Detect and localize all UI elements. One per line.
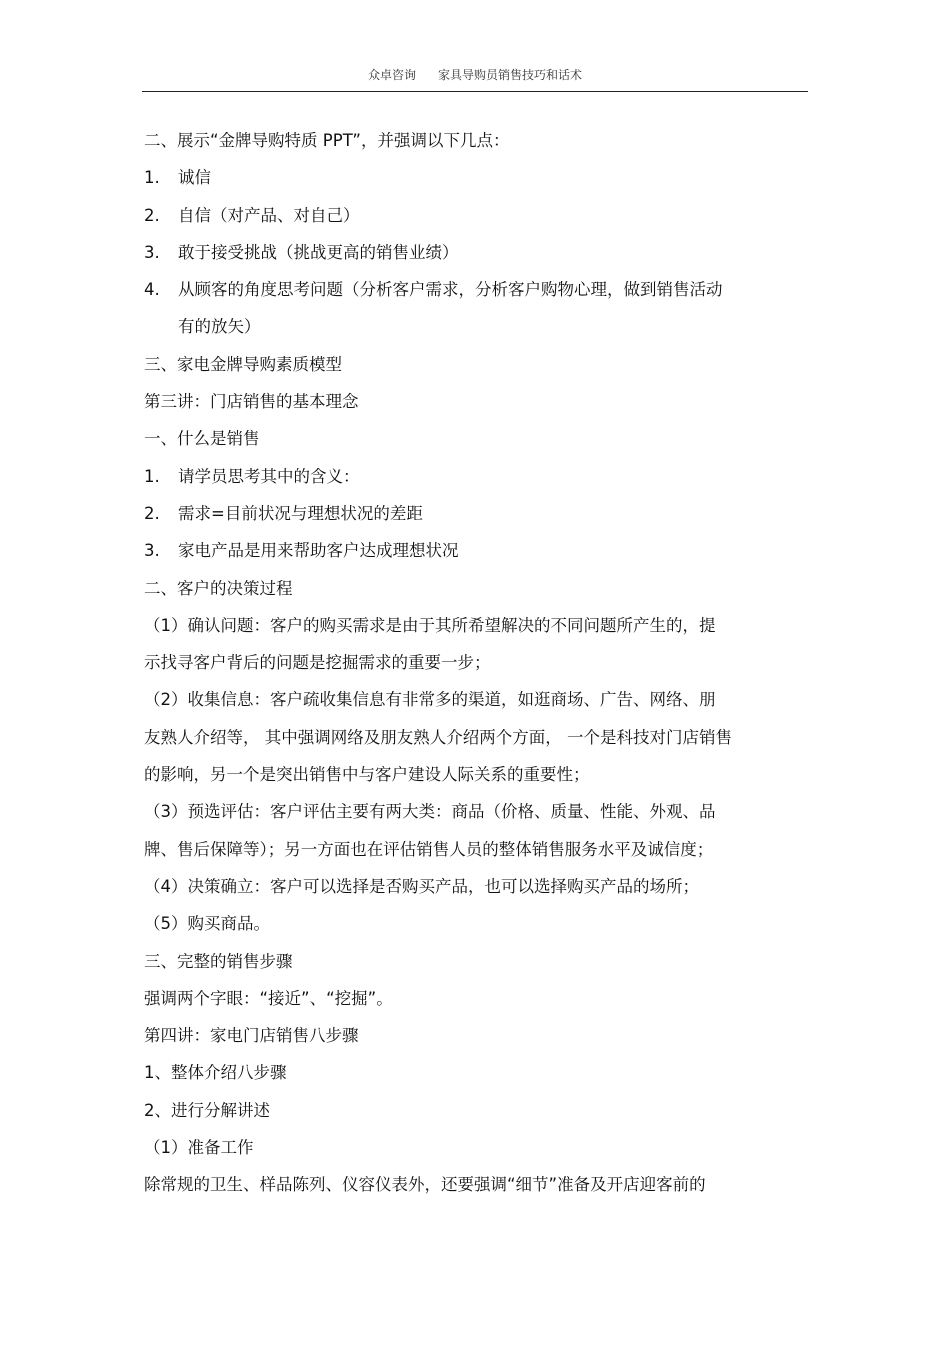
paragraph-line: （3）预选评估：客户评估主要有两大类：商品（价格、质量、性能、外观、品 — [144, 802, 716, 822]
paragraph-line: 牌、售后保障等）；另一方面也在评估销售人员的整体销售服务水平及诚信度； — [144, 839, 714, 859]
section-heading: 二、客户的决策过程 — [144, 578, 293, 598]
paragraph-line: 友熟人介绍等， 其中强调网络及朋友熟人介绍两个方面， 一个是科技对门店销售 — [144, 727, 732, 747]
sub-item: （1）准备工作 — [144, 1138, 254, 1158]
lecture-heading: 第三讲：门店销售的基本理念 — [144, 392, 359, 412]
paragraph-line: （1）确认问题：客户的购买需求是由于其所希望解决的不同问题所产生的，提 — [144, 615, 716, 635]
paragraph-line: （2）收集信息：客户疏收集信息有非常多的渠道，如逛商场、广告、网络、朋 — [144, 690, 716, 710]
list-number: 3. — [144, 242, 160, 262]
header-rule — [142, 91, 808, 92]
list-item — [144, 532, 804, 569]
paragraph-line: 强调两个字眼：“接近”、“挖掘”。 — [144, 988, 393, 1008]
paragraph-line: 除常规的卫生、样品陈列、仪容仪表外，还要强调“细节”准备及开店迎客前的 — [144, 1175, 706, 1195]
list-text: 请学员思考其中的含义： — [178, 466, 360, 486]
list-text: 家电产品是用来帮助客户达成理想状况 — [178, 541, 459, 561]
section-heading: 一、什么是销售 — [144, 429, 260, 449]
paragraph-line: 示找寻客户背后的问题是挖掘需求的重要一步； — [144, 653, 491, 673]
list-text: 需求=目前状况与理想状况的差距 — [178, 503, 423, 523]
paragraph-line: （4）决策确立：客户可以选择是否购买产品，也可以选择购买产品的场所； — [144, 876, 699, 896]
list-item — [144, 458, 804, 495]
list-item — [144, 159, 804, 196]
list-item: 2、进行分解讲述 — [144, 1100, 270, 1120]
list-item — [144, 271, 804, 308]
list-number: 1. — [144, 466, 160, 486]
list-text: 自信（对产品、对自己） — [178, 205, 360, 225]
header-title: 家具导购员销售技巧和话术 — [438, 68, 583, 82]
paragraph-line: 的影响，另一个是突出销售中与客户建设人际关系的重要性； — [144, 765, 590, 785]
list-number: 2. — [144, 205, 160, 225]
document-body — [144, 122, 804, 1204]
section-heading: 二、展示“金牌导购特质 PPT”，并强调以下几点： — [144, 131, 510, 150]
section-heading: 三、家电金牌导购素质模型 — [144, 354, 342, 374]
list-number: 2. — [144, 503, 160, 523]
list-number: 1. — [144, 168, 160, 188]
lecture-heading: 第四讲：家电门店销售八步骤 — [144, 1026, 359, 1046]
paragraph-line: （5）购买商品。 — [144, 914, 270, 934]
header-org: 众卓咨询 — [367, 68, 416, 82]
list-text: 诚信 — [178, 168, 211, 188]
list-number: 4. — [144, 280, 160, 300]
list-text: 敢于接受挑战（挑战更高的销售业绩） — [178, 242, 459, 262]
list-number: 3. — [144, 541, 160, 561]
list-text: 从顾客的角度思考问题（分析客户需求，分析客户购物心理，做到销售活动 — [178, 280, 723, 300]
page-header — [142, 66, 808, 84]
list-item — [144, 197, 804, 234]
list-item: 1、整体介绍八步骤 — [144, 1063, 287, 1083]
list-text-continuation: 有的放矢） — [178, 317, 261, 337]
list-item — [144, 495, 804, 532]
section-heading: 三、完整的销售步骤 — [144, 951, 293, 971]
list-item — [144, 234, 804, 271]
